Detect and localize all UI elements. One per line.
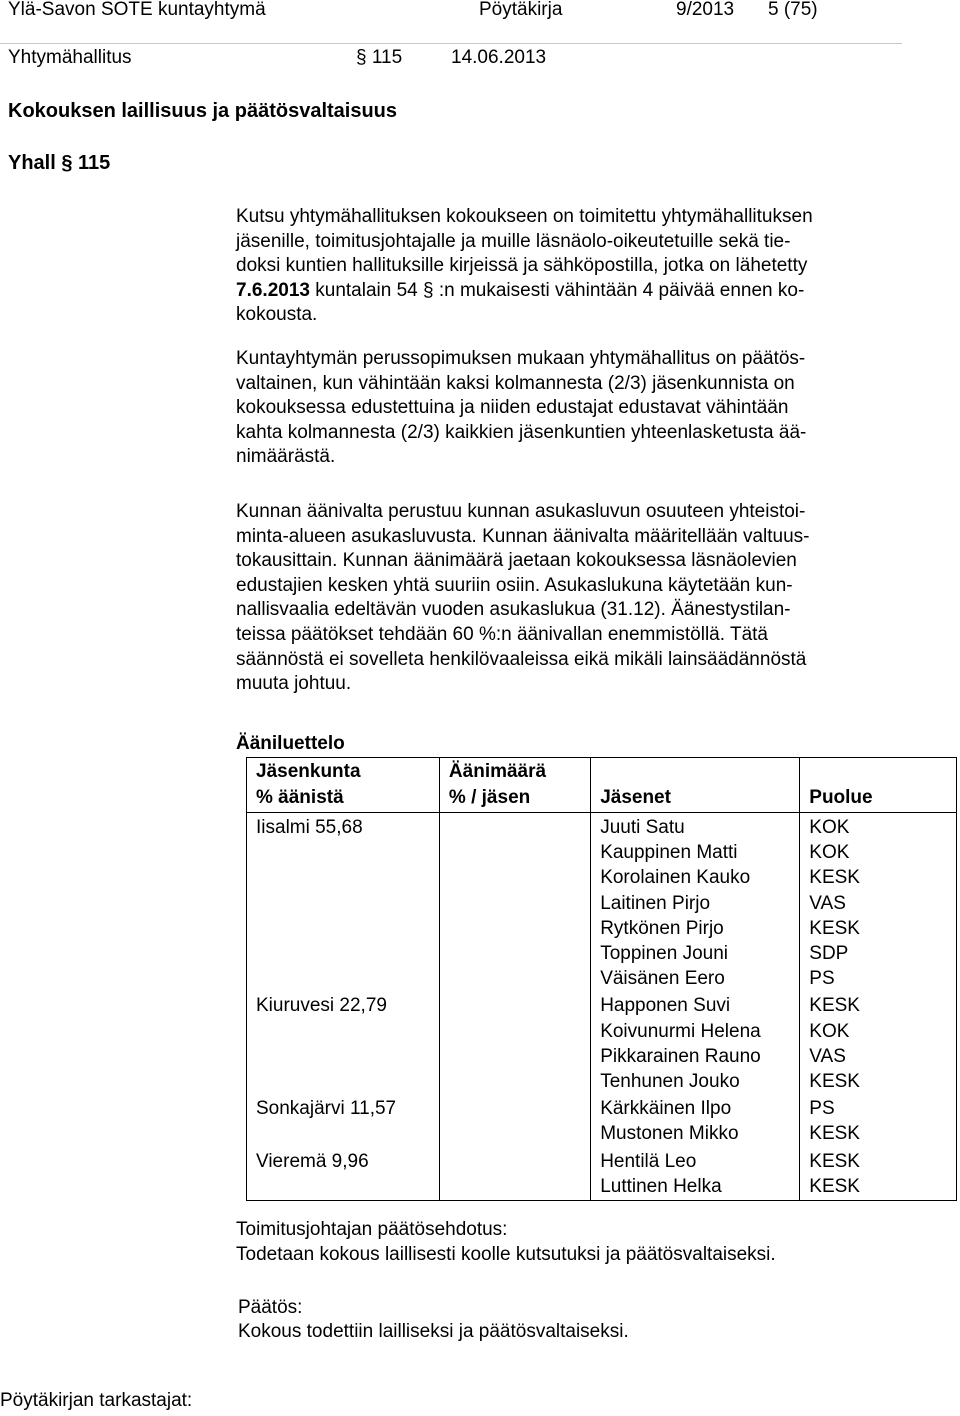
member-name: Pikkarainen Rauno bbox=[600, 1045, 761, 1067]
member-name: Hentilä Leo bbox=[600, 1150, 697, 1172]
party: KESK bbox=[809, 917, 860, 939]
member-name: Tenhunen Jouko bbox=[600, 1071, 740, 1093]
paragraph-line: nallisvaalia edeltävän vuoden asukaslukua (31.12). Äänestystilan- bbox=[236, 599, 791, 621]
members-cell bbox=[591, 1094, 800, 1146]
party: KESK bbox=[809, 1150, 860, 1172]
header-text: % / jäsen bbox=[448, 787, 531, 808]
party: PS bbox=[809, 1098, 835, 1120]
party: KOK bbox=[809, 1020, 850, 1042]
votes-cell bbox=[439, 1147, 590, 1201]
paragraph-line: minta-alueen asukasluvusta. Kunnan äänivalta määritellään valtuus- bbox=[236, 525, 810, 547]
party: PS bbox=[809, 968, 835, 990]
paragraph-line: valtainen, kun vähintään kaksi kolmannesta (2/3) jäsenkunnista on bbox=[236, 372, 795, 394]
header-body: Yhtymähallitus bbox=[8, 47, 132, 68]
member-name: Rytkönen Pirjo bbox=[600, 917, 724, 939]
header-municipality bbox=[247, 758, 440, 813]
member-name: Happonen Suvi bbox=[600, 995, 731, 1017]
member-name: Kauppinen Matti bbox=[600, 842, 738, 864]
member-name: Juuti Satu bbox=[600, 817, 685, 838]
table-header-row bbox=[247, 758, 957, 813]
paragraph-quorum bbox=[236, 347, 902, 470]
member-name: Laitinen Pirjo bbox=[600, 892, 711, 914]
paragraph-line: teissa päätökset tehdään 60 %:n äänivallan enemmistöllä. Tätä bbox=[236, 623, 768, 645]
header-page-number: 5 (75) bbox=[768, 0, 818, 20]
municipality-cell: Sonkajärvi 11,57 bbox=[247, 1094, 440, 1146]
header-party bbox=[800, 758, 957, 813]
date-bold: 7.6.2013 bbox=[236, 279, 310, 301]
party: KOK bbox=[809, 842, 850, 864]
member-name: Korolainen Kauko bbox=[600, 867, 751, 889]
member-name: Toppinen Jouni bbox=[600, 943, 729, 965]
table-row bbox=[247, 813, 957, 992]
party: KESK bbox=[809, 995, 860, 1017]
header-votes-per-member bbox=[439, 758, 590, 813]
party: VAS bbox=[809, 1045, 846, 1067]
party: KESK bbox=[809, 1175, 860, 1197]
header-date: 14.06.2013 bbox=[451, 47, 547, 68]
party: VAS bbox=[809, 892, 846, 914]
members-cell bbox=[591, 991, 800, 1094]
paragraph-line: kahta kolmannesta (2/3) kaikkien jäsenkuntien yhteenlasketusta ää- bbox=[236, 421, 807, 443]
header-text: % äänistä bbox=[256, 787, 344, 808]
members-cell bbox=[591, 813, 800, 992]
decision-text: Kokous todettiin lailliseksi ja päätösvaltaiseksi. bbox=[238, 1321, 629, 1342]
paragraph-line: Kutsu yhtymähallituksen kokoukseen on toimitettu yhtymähallituksen bbox=[236, 206, 813, 227]
parties-cell bbox=[800, 991, 957, 1094]
votes-cell bbox=[439, 1094, 590, 1146]
paragraph-line: tokausittain. Kunnan äänimäärä jaetaan kokouksessa läsnäolevien bbox=[236, 550, 797, 572]
vote-list-title: Ääniluettelo bbox=[236, 733, 345, 754]
proposal-label: Toimitusjohtajan päätösehdotus: bbox=[236, 1219, 508, 1240]
vote-list-table bbox=[246, 757, 957, 1201]
municipality-cell: Iisalmi 55,68 bbox=[247, 813, 440, 992]
page-title: Kokouksen laillisuus ja päätösvaltaisuus bbox=[8, 100, 398, 122]
paragraph-line: nimäärästä. bbox=[236, 446, 336, 468]
paragraph-line: kokouksessa edustettuina ja niiden edustajat edustavat vähintään bbox=[236, 397, 789, 419]
header-doc-number: 9/2013 bbox=[676, 0, 735, 20]
proposal-text: Todetaan kokous laillisesti koolle kutsutuksi ja päätösvaltaiseksi. bbox=[236, 1244, 776, 1265]
paragraph-line bbox=[236, 279, 902, 304]
header-rule bbox=[0, 43, 902, 44]
paragraph-line: jäsenille, toimitusjohtajalle ja muille läsnäolo-oikeutetuille sekä tie- bbox=[236, 230, 791, 252]
votes-cell bbox=[439, 813, 590, 992]
parties-cell bbox=[800, 1094, 957, 1146]
reviewers-label: Pöytäkirjan tarkastajat: bbox=[0, 1390, 193, 1411]
member-name: Kärkkäinen Ilpo bbox=[600, 1098, 732, 1120]
section-reference: Yhall § 115 bbox=[8, 152, 111, 174]
table-row bbox=[247, 1147, 957, 1201]
header-text: Puolue bbox=[809, 787, 873, 808]
paragraph-line: muuta johtuu. bbox=[236, 673, 352, 695]
table-row bbox=[247, 1094, 957, 1146]
paragraph-line: säännöstä ei sovelleta henkilövaaleissa eikä mikäli lainsäädännöstä bbox=[236, 648, 807, 670]
party: KESK bbox=[809, 1123, 860, 1145]
header-org: Ylä-Savon SOTE kuntayhtymä bbox=[8, 0, 266, 20]
party: KOK bbox=[809, 817, 850, 838]
parties-cell bbox=[800, 1147, 957, 1201]
party: KESK bbox=[809, 867, 860, 889]
header-text: Jäsenet bbox=[600, 787, 671, 808]
decision-label: Päätös: bbox=[238, 1297, 303, 1318]
party: SDP bbox=[809, 943, 849, 965]
header-doc-type: Pöytäkirja bbox=[479, 0, 563, 20]
member-name: Luttinen Helka bbox=[600, 1175, 722, 1197]
header-members bbox=[591, 758, 800, 813]
municipality-cell: Kiuruvesi 22,79 bbox=[247, 991, 440, 1094]
parties-cell bbox=[800, 813, 957, 992]
members-cell bbox=[591, 1147, 800, 1201]
paragraph-voting-power bbox=[236, 500, 902, 697]
paragraph-line: doksi kuntien hallituksille kirjeissä ja sähköpostilla, jotka on lähetetty bbox=[236, 255, 808, 277]
member-name: Koivunurmi Helena bbox=[600, 1020, 761, 1042]
header-text: Jäsenkunta bbox=[256, 761, 361, 782]
municipality-cell: Vieremä 9,96 bbox=[247, 1147, 440, 1201]
paragraph-invitation bbox=[236, 205, 902, 328]
paragraph-line: Kuntayhtymän perussopimuksen mukaan yhtymähallitus on päätös- bbox=[236, 348, 806, 369]
header-text: Äänimäärä bbox=[448, 761, 547, 782]
votes-cell bbox=[439, 991, 590, 1094]
paragraph-line: kokousta. bbox=[236, 304, 318, 326]
paragraph-line: edustajien kesken yhtä suuriin osiin. Asukaslukuna käytetään kun- bbox=[236, 574, 793, 596]
member-name: Väisänen Eero bbox=[600, 968, 725, 990]
header-section: § 115 bbox=[356, 47, 403, 68]
member-name: Mustonen Mikko bbox=[600, 1123, 739, 1145]
paragraph-line-rest: kuntalain 54 § :n mukaisesti vähintään 4 päivää ennen ko- bbox=[309, 279, 805, 301]
party: KESK bbox=[809, 1071, 860, 1093]
table-row bbox=[247, 991, 957, 1094]
paragraph-line: Kunnan äänivalta perustuu kunnan asukasluvun osuuteen yhteistoi- bbox=[236, 501, 806, 522]
